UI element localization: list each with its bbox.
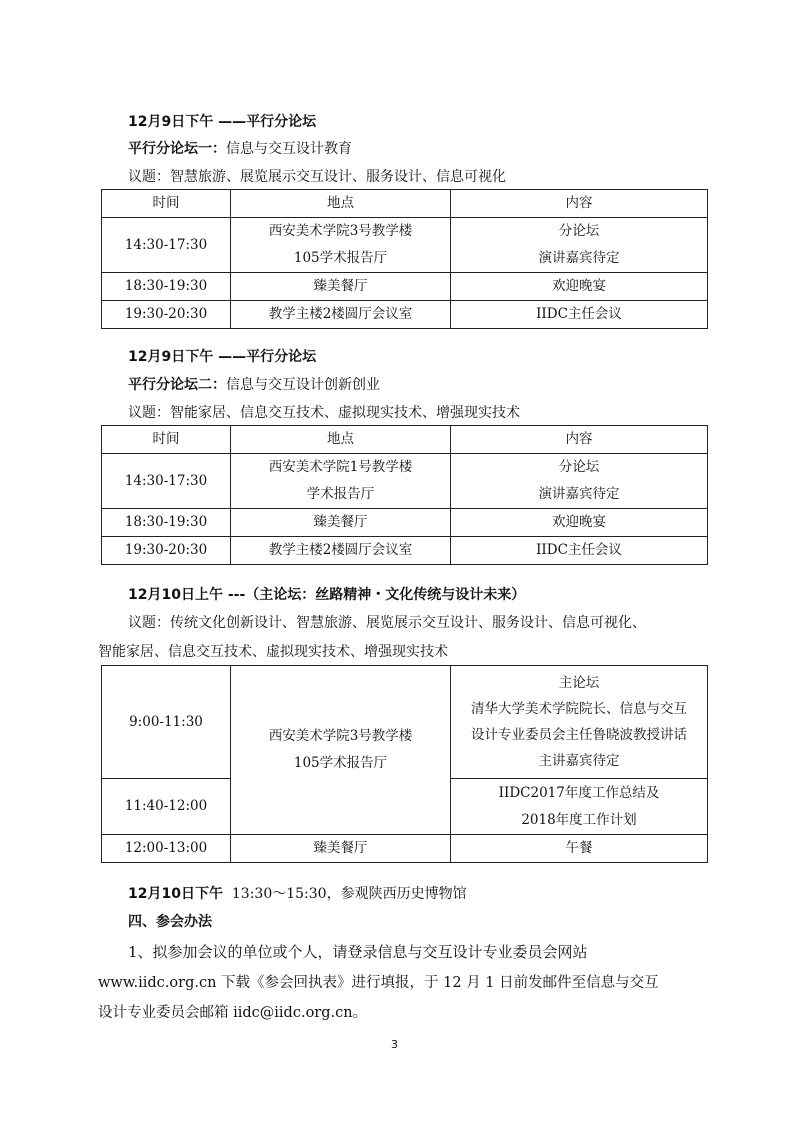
section5-para-line3: 设计专业委员会邮箱 iidc@iidc.org.cn。 bbox=[98, 1005, 368, 1021]
section1-heading: 12月9日下午 ——平行分论坛 bbox=[128, 114, 317, 130]
cell-content: 欢迎晚宴 bbox=[451, 509, 708, 537]
section2-forum-title: 信息与交互设计创新创业 bbox=[226, 377, 380, 393]
table-row bbox=[102, 666, 708, 779]
place-line: 西安美术学院3号教学楼 bbox=[268, 223, 413, 239]
section2-forum-line bbox=[128, 374, 380, 394]
place-line: 105学术报告厅 bbox=[293, 755, 388, 771]
section5-para-line1: 1、拟参加会议的单位或个人，请登录信息与交互设计专业委员会网站 bbox=[128, 943, 588, 961]
place-line: 学术报告厅 bbox=[306, 486, 375, 502]
section5-heading: 四、参会办法 bbox=[128, 914, 212, 930]
section3-topics-line1: 议题：传统文化创新设计、智慧旅游、展览展示交互设计、服务设计、信息可视化、 bbox=[128, 615, 646, 631]
cell-time: 18:30-19:30 bbox=[102, 273, 231, 301]
table-row bbox=[102, 454, 708, 509]
cell-content bbox=[451, 218, 708, 273]
cell-time: 14:30-17:30 bbox=[102, 454, 231, 509]
section3-topics-line2: 智能家居、信息交互技术、虚拟现实技术、增强现实技术 bbox=[98, 644, 448, 660]
section2-table bbox=[101, 425, 708, 565]
cell-time: 18:30-19:30 bbox=[102, 509, 231, 537]
cell-time: 19:30-20:30 bbox=[102, 537, 231, 565]
section1-forum-label: 平行分论坛一： bbox=[128, 141, 226, 157]
section1-forum-line bbox=[128, 138, 352, 158]
section2-forum-label: 平行分论坛二： bbox=[128, 377, 226, 393]
header-content: 内容 bbox=[451, 190, 708, 218]
cell-content bbox=[451, 779, 708, 835]
cell-content bbox=[451, 454, 708, 509]
page-number: 3 bbox=[391, 1038, 398, 1051]
section4-text: 13:30～15:30，参观陕西历史博物馆 bbox=[231, 886, 467, 902]
table-row bbox=[102, 273, 708, 301]
cell-place: 教学主楼2楼圆厅会议室 bbox=[231, 537, 451, 565]
table-row bbox=[102, 835, 708, 863]
table-row bbox=[102, 509, 708, 537]
cell-content: 欢迎晚宴 bbox=[451, 273, 708, 301]
header-time: 时间 bbox=[102, 426, 231, 454]
cell-content: 午餐 bbox=[451, 835, 708, 863]
header-content: 内容 bbox=[451, 426, 708, 454]
cell-time: 11:40-12:00 bbox=[102, 779, 231, 835]
content-line: IIDC2017年度工作总结及 bbox=[498, 784, 660, 801]
table-row bbox=[102, 301, 708, 329]
content-line: 演讲嘉宾待定 bbox=[538, 486, 620, 502]
section1-topics: 议题：智慧旅游、展览展示交互设计、服务设计、信息可视化 bbox=[128, 169, 506, 185]
section1-forum-title: 信息与交互设计教育 bbox=[226, 141, 352, 157]
cell-place bbox=[231, 218, 451, 273]
cell-place bbox=[231, 454, 451, 509]
section2-heading: 12月9日下午 ——平行分论坛 bbox=[128, 349, 317, 365]
header-place: 地点 bbox=[231, 426, 451, 454]
cell-content: IIDC主任会议 bbox=[451, 301, 708, 329]
content-line: 分论坛 bbox=[558, 223, 600, 239]
content-line: 演讲嘉宾待定 bbox=[538, 250, 620, 266]
section3-table bbox=[101, 665, 708, 863]
cell-place: 臻美餐厅 bbox=[231, 835, 451, 863]
header-place: 地点 bbox=[231, 190, 451, 218]
content-line: 主论坛 bbox=[558, 675, 600, 691]
table-row bbox=[102, 537, 708, 565]
cell-place: 臻美餐厅 bbox=[231, 509, 451, 537]
cell-time: 14:30-17:30 bbox=[102, 218, 231, 273]
cell-time: 12:00-13:00 bbox=[102, 835, 231, 863]
content-line: 分论坛 bbox=[558, 459, 600, 475]
content-line: 主讲嘉宾待定 bbox=[538, 753, 620, 769]
place-line: 105学术报告厅 bbox=[293, 250, 388, 266]
cell-place-merged bbox=[231, 666, 451, 835]
header-time: 时间 bbox=[102, 190, 231, 218]
cell-content: IIDC主任会议 bbox=[451, 537, 708, 565]
cell-place: 臻美餐厅 bbox=[231, 273, 451, 301]
table-header-row bbox=[102, 190, 708, 218]
place-line: 西安美术学院3号教学楼 bbox=[268, 728, 413, 744]
section5-para-line2: www.iidc.org.cn 下载《参会回执表》进行填报，于 12 月 1 日前发邮件至信息与交互 bbox=[98, 975, 659, 991]
cell-content bbox=[451, 666, 708, 779]
place-line: 西安美术学院1号教学楼 bbox=[268, 459, 413, 475]
section4-line bbox=[128, 883, 467, 903]
content-line: 清华大学美术学院院长、信息与交互 bbox=[471, 701, 687, 717]
table-header-row bbox=[102, 426, 708, 454]
section1-table bbox=[101, 189, 708, 329]
table-row bbox=[102, 218, 708, 273]
section4-heading: 12月10日下午 bbox=[128, 886, 223, 902]
cell-time: 19:30-20:30 bbox=[102, 301, 231, 329]
cell-place: 教学主楼2楼圆厅会议室 bbox=[231, 301, 451, 329]
content-line: 2018年度工作计划 bbox=[521, 811, 637, 828]
section3-heading: 12月10日上午 ---（主论坛：丝路精神・文化传统与设计未来） bbox=[128, 587, 526, 603]
cell-time: 9:00-11:30 bbox=[102, 666, 231, 779]
section2-topics: 议题：智能家居、信息交互技术、虚拟现实技术、增强现实技术 bbox=[128, 405, 520, 421]
content-line: 设计专业委员会主任鲁晓波教授讲话 bbox=[471, 727, 687, 743]
